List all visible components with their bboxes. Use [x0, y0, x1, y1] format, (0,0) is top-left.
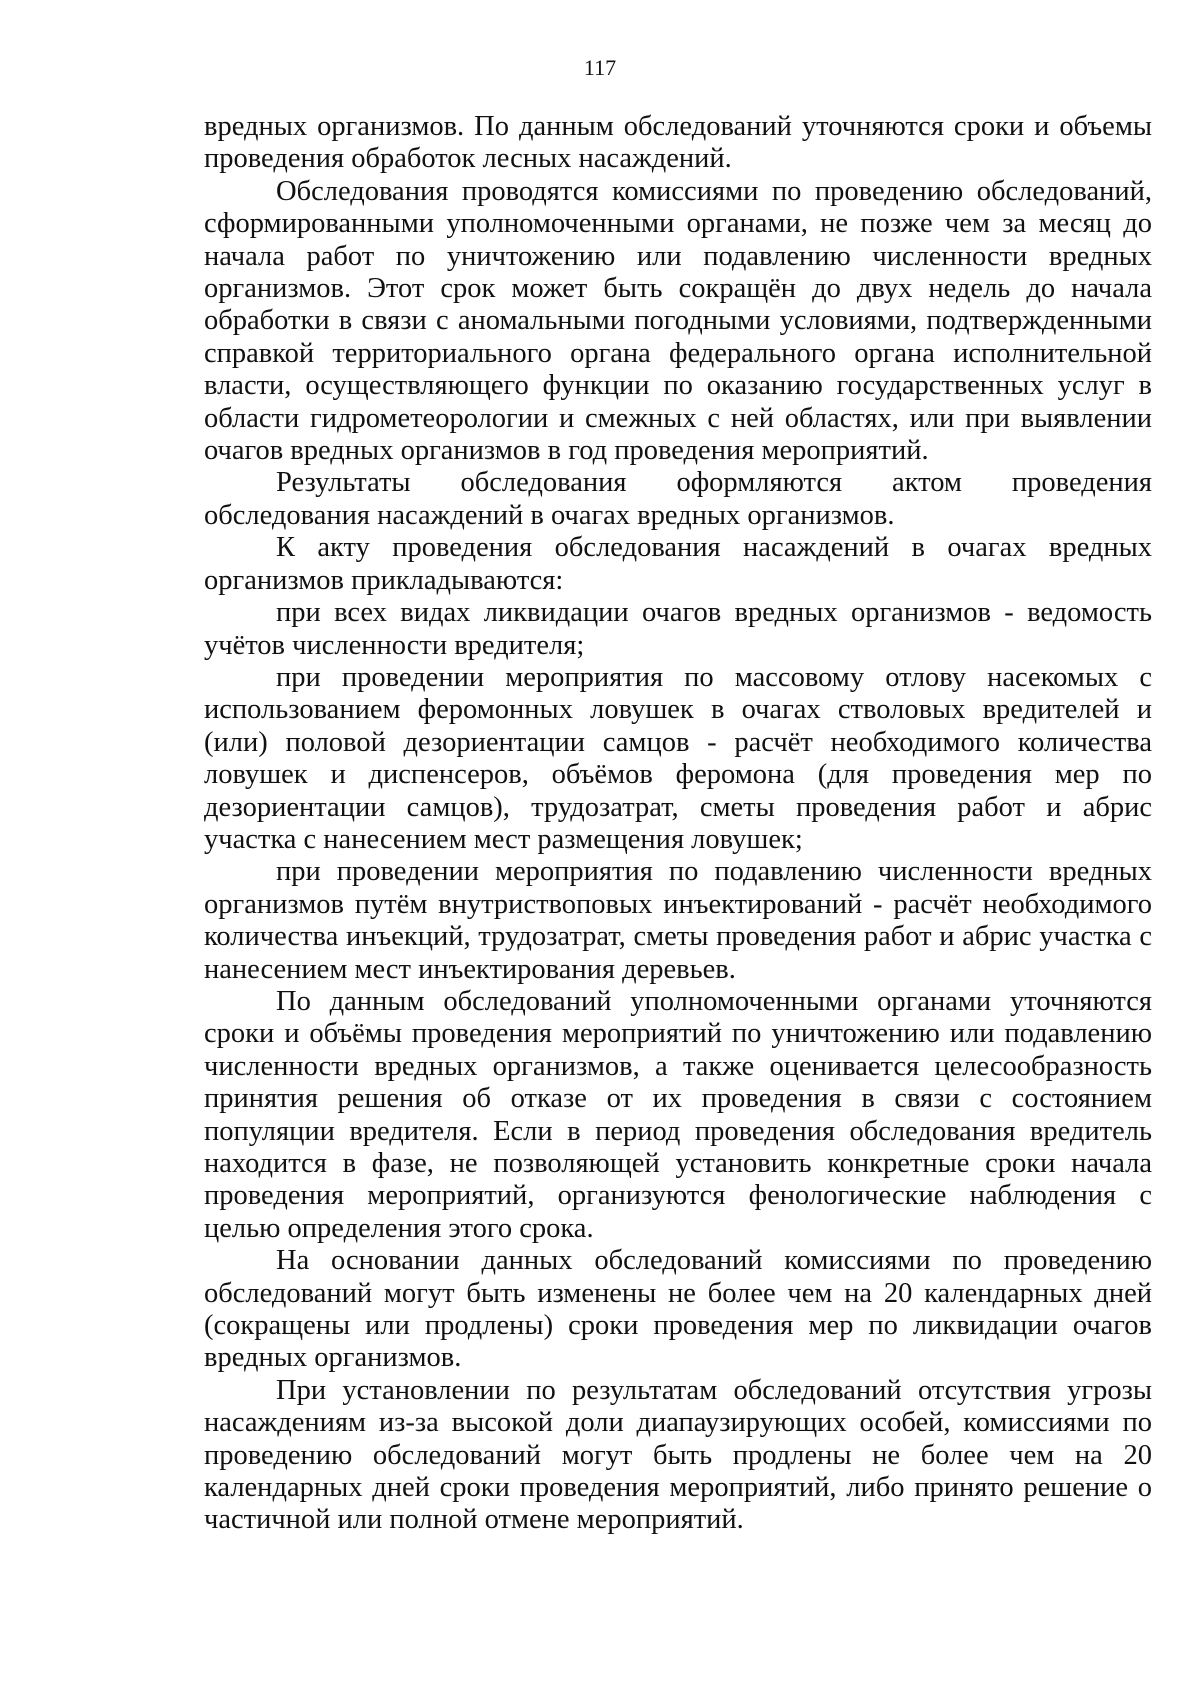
paragraph-survey-results: Результаты обследования оформляются актом проведения обследования насаждений в очагах вредных организмов.	[204, 467, 1152, 531]
paragraph-surveys: Обследования проводятся комиссиями по проведению обследований, сформированными уполномоченными органами, не позже чем за месяц до начала работ по уничтожению или подавлению численности вредных организмов. Этот срок может быть сокращён до двух недель до начала обработки в связи с аномальными погодными условиями, подтвержденными справкой территориального органа федерального органа исполнительной власти, осуществляющего функции по оказанию государственных услуг в области гидрометеорологии и смежных с ней областях, или при выявлении очагов вредных организмов в год проведения мероприятий.	[204, 175, 1152, 467]
paragraph-clarification: По данным обследований уполномоченными органами уточняются сроки и объёмы проведения мероприятий по уничтожению или подавлению численности вредных организмов, а также оценивается целесообразность принятия решения об отказе от их проведения в связи с состоянием популяции вредителя. Если в период проведения обследования вредитель находится в фазе, не позволяющей установить конкретные сроки начала проведения мероприятий, организуются фенологические наблюдения с целью определения этого срока.	[204, 985, 1152, 1244]
list-item-attachment: при всех видах ликвидации очагов вредных организмов - ведомость учётов численности вредителя;	[204, 597, 1152, 661]
list-item-attachment: при проведении мероприятия по подавлению численности вредных организмов путём внутриствоповых инъектирований - расчёт необходимого количества инъекций, трудозатрат, сметы проведения работ и абрис участка с нанесением мест инъектирования деревьев.	[204, 856, 1152, 985]
page-number: 117	[583, 55, 617, 80]
document-body	[204, 111, 1152, 1537]
paragraph-act-attachments: К акту проведения обследования насаждений в очагах вредных организмов прикладываются:	[204, 532, 1152, 596]
paragraph-continuation: вредных организмов. По данным обследований уточняются сроки и объемы проведения обработок лесных насаждений.	[204, 111, 1152, 175]
list-item-attachment: при проведении мероприятия по массовому отлову насекомых с использованием феромонных ловушек в очагах стволовых вредителей и (или) половой дезориентации самцов - расчёт необходимого количества ловушек и диспенсеров, объёмов феромона (для проведения мер по дезориентации самцов), трудозатрат, сметы проведения работ и абрис участка с нанесением мест размещения ловушек;	[204, 661, 1152, 855]
paragraph-schedule-change: На основании данных обследований комиссиями по проведению обследований могут быть изменены не более чем на 20 календарных дней (сокращены или продлены) сроки проведения мер по ликвидации очагов вредных организмов.	[204, 1245, 1152, 1374]
paragraph-extension: При установлении по результатам обследований отсутствия угрозы насаждениям из-за высокой доли диапаузирующих особей, комиссиями по проведению обследований могут быть продлены не более чем на 20 календарных дней сроки проведения мероприятий, либо принято решение о частичной или полной отмене мероприятий.	[204, 1374, 1152, 1536]
